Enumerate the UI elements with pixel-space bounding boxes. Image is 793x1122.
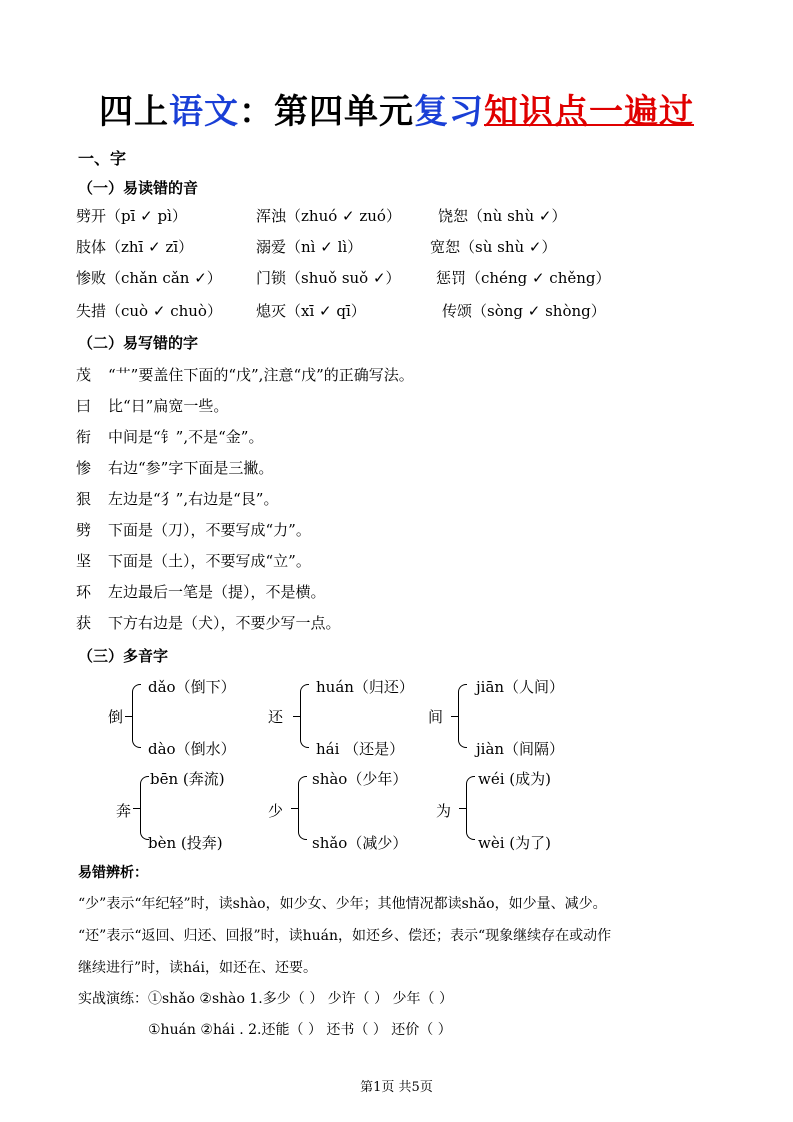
char-label: 曰 xyxy=(76,397,92,415)
page-footer: 第1页 共5页 xyxy=(360,1080,433,1095)
char-label: 惨 xyxy=(76,459,92,477)
poly-reading: dào（倒水） xyxy=(148,740,236,758)
char-label: 环 xyxy=(76,583,92,601)
char-label: 衔 xyxy=(76,428,92,446)
pron-item: 惩罚（chéng ✓ chěng） xyxy=(436,269,611,287)
char-label: 获 xyxy=(76,614,92,632)
char-desc: 右边“参”字下面是三撇。 xyxy=(108,459,274,477)
poly-reading: huán（归还） xyxy=(316,678,414,696)
pron-item: 传颂（sòng ✓ shòng） xyxy=(442,302,606,320)
poly-reading: bèn (投奔) xyxy=(148,834,223,852)
poly-char: 间 xyxy=(428,708,444,726)
char-desc: 下方右边是（犬），不要少写一点。 xyxy=(108,614,341,632)
brace xyxy=(466,776,475,840)
char-label: 坚 xyxy=(76,552,92,570)
poly-reading: hái （还是） xyxy=(316,740,405,758)
pron-item: 失措（cuò ✓ chuò） xyxy=(76,302,222,320)
poly-reading: shǎo（减少） xyxy=(312,834,408,852)
pron-item: 肢体（zhī ✓ zī） xyxy=(76,238,194,256)
poly-char: 为 xyxy=(436,802,452,820)
poly-char: 还 xyxy=(268,708,284,726)
poly-reading: wèi (为了) xyxy=(478,834,551,852)
practice-line: 实战演练：①shǎo ②shào 1.多少（ ） 少许（ ） 少年（ ） xyxy=(78,991,454,1007)
char-desc: 左边是“犭”,右边是“艮”。 xyxy=(108,490,279,508)
char-label: 狠 xyxy=(76,490,92,508)
char-desc: 下面是（土），不要写成“立”。 xyxy=(108,552,311,570)
poly-reading: jiān（人间） xyxy=(476,678,565,696)
practice-line: ①huán ②hái . 2.还能（ ） 还书（ ） 还价（ ） xyxy=(148,1022,452,1038)
char-label: 劈 xyxy=(76,521,92,539)
char-desc: 左边最后一笔是（提），不是横。 xyxy=(108,583,326,601)
note-line: 继续进行”时，读hái，如还在、还要。 xyxy=(78,960,317,976)
pron-item: 宽恕（sù shù ✓） xyxy=(430,238,557,256)
brace xyxy=(300,684,309,748)
pron-item: 浑浊（zhuó ✓ zuó） xyxy=(256,207,401,225)
poly-reading: jiàn（间隔） xyxy=(476,740,565,758)
char-desc: 中间是“钅”,不是“金”。 xyxy=(108,428,264,446)
pron-item: 门锁（shuǒ suǒ ✓） xyxy=(256,269,401,287)
poly-char: 奔 xyxy=(116,802,132,820)
note-title: 易错辨析： xyxy=(78,865,148,881)
char-desc: 比“日”扁宽一些。 xyxy=(108,397,229,415)
pron-item: 饶恕（nù shù ✓） xyxy=(438,207,567,225)
brace xyxy=(298,776,307,840)
page-title: 四上语文：第四单元复习知识点一遍过 xyxy=(99,92,694,132)
poly-reading: shào（少年） xyxy=(312,770,408,788)
poly-reading: bēn (奔流) xyxy=(150,770,225,788)
subheading-pronunciation: （一）易读错的音 xyxy=(78,179,199,197)
section-heading-characters: 一、字 xyxy=(78,149,127,168)
poly-reading: wéi (成为) xyxy=(478,770,551,788)
brace xyxy=(140,776,149,840)
poly-char: 少 xyxy=(268,802,284,820)
pron-item: 溺爱（nì ✓ lì） xyxy=(256,238,363,256)
note-line: “还”表示“返回、归还、回报”时，读huán，如还乡、偿还；表示“现象继续存在或动作 xyxy=(78,928,612,944)
brace xyxy=(458,684,467,748)
note-line: “少”表示“年纪轻”时，读shào，如少女、少年；其他情况都读shǎo，如少量、减少。 xyxy=(78,896,607,912)
brace xyxy=(132,684,141,748)
subheading-polyphonic: （三）多音字 xyxy=(78,647,169,665)
char-desc: “艹”要盖住下面的“戊”,注意“戊”的正确写法。 xyxy=(108,366,414,384)
pron-item: 劈开（pī ✓ pì） xyxy=(76,207,187,225)
poly-reading: dǎo（倒下） xyxy=(148,678,236,696)
char-label: 茂 xyxy=(76,366,92,384)
pron-item: 惨败（chǎn cǎn ✓） xyxy=(76,269,222,287)
poly-char: 倒 xyxy=(108,708,124,726)
pron-item: 熄灭（xī ✓ qī） xyxy=(256,302,366,320)
subheading-writing: （二）易写错的字 xyxy=(78,334,199,352)
char-desc: 下面是（刀），不要写成“力”。 xyxy=(108,521,311,539)
